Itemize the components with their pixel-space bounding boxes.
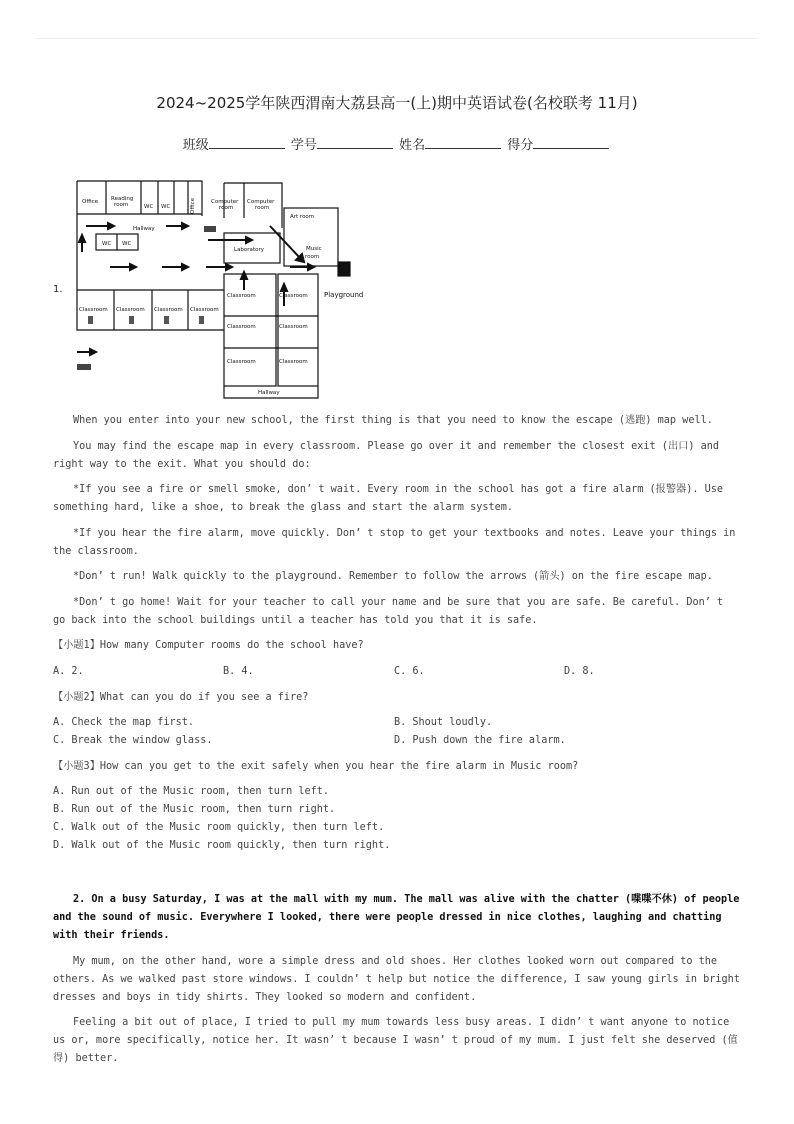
alarm-icon <box>199 316 204 324</box>
q1-paragraph: *Don’ t go home! Wait for your teacher to call your name and be sure that you are safe. Be careful. Don’ t go back into the school buildings until a teacher has told you that it is safe. <box>53 597 724 626</box>
student-info-line <box>0 134 794 153</box>
sub2-option-d[interactable]: D. Push down the fire alarm. <box>394 735 566 746</box>
map-label-classroom: Classroom <box>227 359 256 365</box>
alarm-icon <box>204 226 216 232</box>
map-label-hallway: Hallway <box>258 390 280 396</box>
alarm-icon <box>77 364 91 370</box>
q1-paragraph: *If you see a fire or smell smoke, don’ t wait. Every room in the school has got a fire alarm (报警器). Use something hard, like a shoe, to break the glass and start the alarm system. <box>53 484 724 513</box>
name-blank <box>425 136 501 149</box>
map-label-computer: Computer <box>247 199 275 205</box>
sub1-option-c[interactable]: C. 6. <box>394 666 425 677</box>
sub2-option-a[interactable]: A. Check the map first. <box>53 717 195 728</box>
q1-paragraph: You may find the escape map in every classroom. Please go over it and remember the closest exit (出口) and right way to the exit. What you should do: <box>53 441 719 470</box>
map-label-music: Music <box>306 246 322 252</box>
map-label-office: Office <box>82 199 99 205</box>
map-label-hallway: Hallway <box>133 226 155 232</box>
map-label-room: room <box>305 254 320 260</box>
map-label-room: room <box>114 202 129 208</box>
map-label-classroom: Classroom <box>279 359 308 365</box>
sub3-option-b[interactable]: B. Run out of the Music room, then turn right. <box>53 804 336 815</box>
score-label: 得分 <box>507 138 534 153</box>
alarm-icon <box>164 316 169 324</box>
sub1-option-b[interactable]: B. 4. <box>223 666 254 677</box>
map-label-classroom: Classroom <box>79 307 108 313</box>
map-label-laboratory: Laboratory <box>234 247 264 253</box>
sub1-option-d[interactable]: D. 8. <box>564 666 595 677</box>
sub3-option-a[interactable]: A. Run out of the Music room, then turn left. <box>53 786 330 797</box>
q2-paragraph: Feeling a bit out of place, I tried to pull my mum towards less busy areas. I didn’ t want anyone to notice us or, more specifically, notice her. It wasn’ t because I wasn’ t proud of my mum. I just felt she deserved (值得) better. <box>53 1017 738 1064</box>
map-label-computer: Computer <box>211 199 239 205</box>
alarm-icon <box>88 316 93 324</box>
map-label-room: room <box>219 205 234 211</box>
question-1-number: 1. <box>53 284 63 295</box>
q2-paragraph: My mum, on the other hand, wore a simple dress and old shoes. Her clothes looked worn out compared to the others. As we walked past store windows. I couldn’ t help but notice the difference, I saw young girls in bright dresses and boys in tidy shirts. They looked so modern and confident. <box>53 956 740 1003</box>
q1-paragraph: *Don’ t run! Walk quickly to the playground. Remember to follow the arrows (箭头) on the fire escape map. <box>73 571 713 582</box>
class-label: 班级 <box>182 138 209 153</box>
map-label-classroom: Classroom <box>279 293 308 299</box>
escape-map <box>74 178 374 400</box>
map-label-classroom: Classroom <box>190 307 219 313</box>
sub3-option-c[interactable]: C. Walk out of the Music room quickly, then turn left. <box>53 822 385 833</box>
q2-intro: 2. On a busy Saturday, I was at the mall with my mum. The mall was alive with the chatter (喋喋不休) of people and the sound of music. Everywhere I looked, there were people dressed in nice clothes, laughing and chatting with their friends. <box>53 894 740 941</box>
name-label: 姓名 <box>399 138 426 153</box>
alarm-icon <box>129 316 134 324</box>
map-label-wc: WC <box>102 241 112 247</box>
map-label-classroom: Classroom <box>116 307 145 313</box>
sub1-option-a[interactable]: A. 2. <box>53 666 84 677</box>
map-label-wc: WC <box>144 204 154 210</box>
sub-question-3: 【小题3】How can you get to the exit safely when you hear the fire alarm in Music room? <box>53 761 579 772</box>
sub-question-1: 【小题1】How many Computer rooms do the school have? <box>53 640 364 651</box>
map-label-room: room <box>255 205 270 211</box>
sub2-option-b[interactable]: B. Shout loudly. <box>394 717 493 728</box>
id-label: 学号 <box>290 138 317 153</box>
map-label-reading: Reading <box>111 196 134 202</box>
map-label-classroom: Classroom <box>227 324 256 330</box>
map-label-playground: Playground <box>324 291 364 299</box>
map-label-wc: WC <box>122 241 132 247</box>
q1-paragraph: *If you hear the fire alarm, move quickly. Don’ t stop to get your textbooks and notes. Leave your things in the classroom. <box>53 528 736 557</box>
score-blank <box>533 136 609 149</box>
class-blank <box>209 136 285 149</box>
sub2-option-c[interactable]: C. Break the window glass. <box>53 735 213 746</box>
sub-question-2: 【小题2】What can you do if you see a fire? <box>53 692 309 703</box>
q1-paragraph: When you enter into your new school, the first thing is that you need to know the escape (逃跑) map well. <box>73 415 713 426</box>
header-divider <box>36 38 758 39</box>
id-blank <box>317 136 393 149</box>
sub3-option-d[interactable]: D. Walk out of the Music room quickly, then turn right. <box>53 840 391 851</box>
page-title: 2024~2025学年陕西渭南大荔县高一(上)期中英语试卷(名校联考 11月) <box>156 94 638 112</box>
map-label-classroom: Classroom <box>154 307 183 313</box>
map-label-wc: WC <box>161 204 171 210</box>
map-label-office: Office <box>190 197 196 214</box>
map-label-classroom: Classroom <box>227 293 256 299</box>
map-label-classroom: Classroom <box>279 324 308 330</box>
map-label-art-room: Art room <box>290 214 315 220</box>
